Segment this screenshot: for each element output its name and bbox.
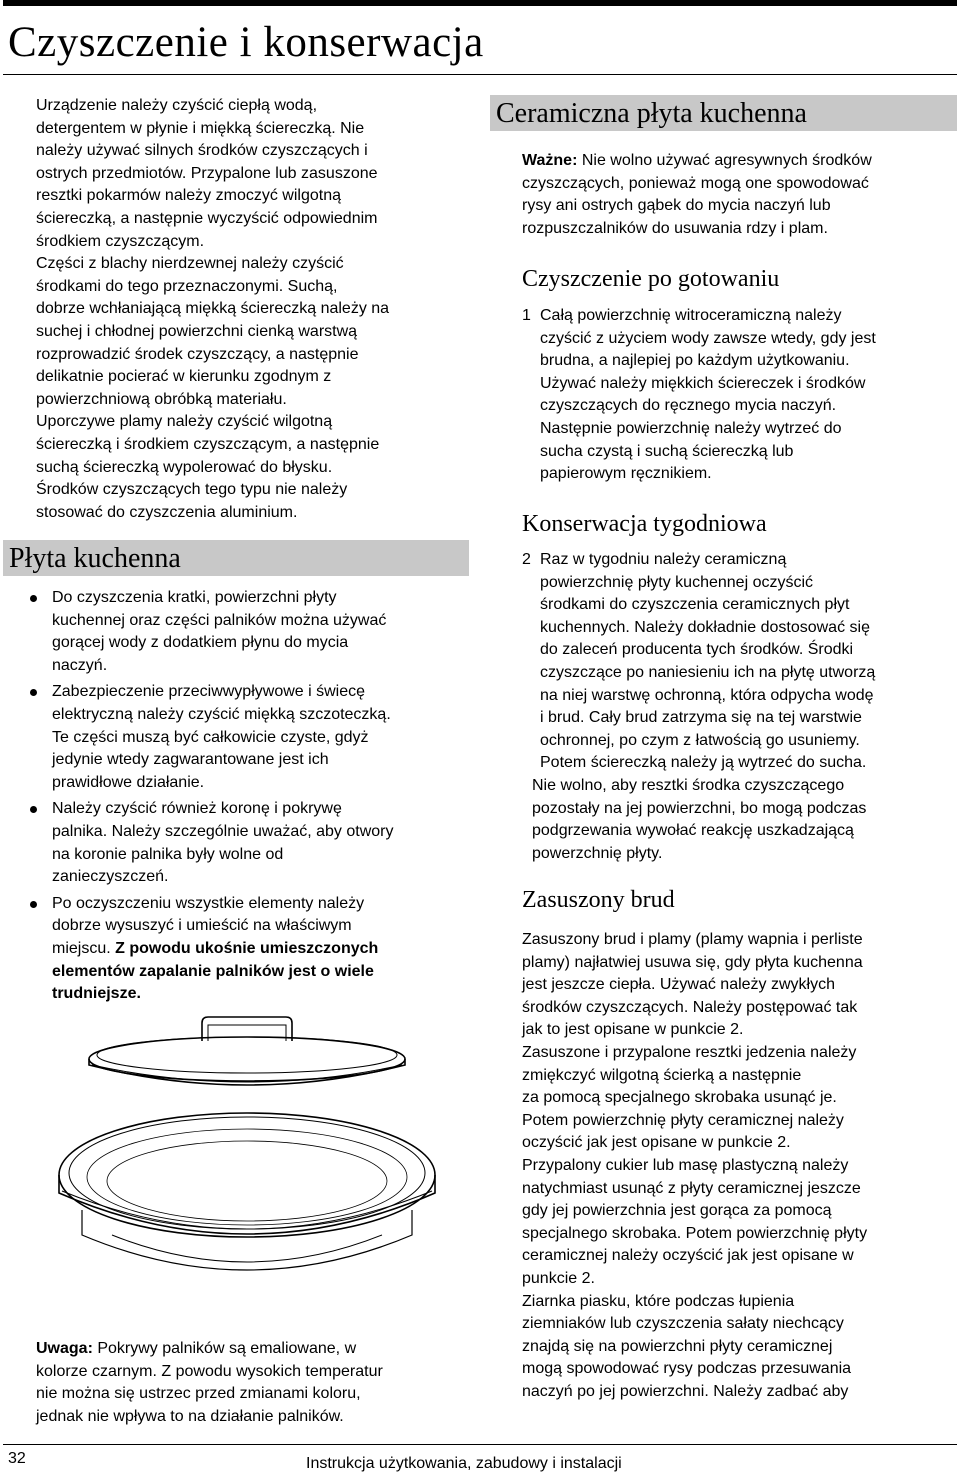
dried-dirt-section	[522, 929, 952, 1403]
dried-dirt-paragraph: Zasuszony brud i plamy (plamy wapnia i perliste plamy) najłatwiej usuwa się, gdy płyta kuchenna jest jeszcze ciepła. Używać należy zwykłych środków czyszczących. Należy postępować tak jak to jest opisane w punkcie 2. Zasuszone i przypalone resztki jedzenia należy zmiękczyć wilgotną ścierką a następnie za pomocą specjalnego skrobaka usunąć je. Potem powierzchnię płyty ceramicznej należy oczyścić jak jest opisane w punkcie 2. Przypalony cukier lub masę plastyczną należy natychmiast usunąć z płyty ceramicznej jeszcze gdy jej powierzchnia jest gorąca za pomocą specjalnego skrobaka. Potem powierzchnię płyty ceramicznej należy oczyścić jak jest opisane w punkcie 2. Ziarnka piasku, które podczas łupienia ziemniaków lub czyszczenia sałaty niechcący znajdą się na powierzchni płyty ceramicznej mogą spowodować rysy podczas przesuwania naczyń po jej powierzchni. Należy zadbać aby	[522, 931, 868, 1400]
important-notice	[522, 150, 952, 240]
footer-divider	[3, 1444, 957, 1445]
important-label: Ważne:	[522, 152, 578, 169]
important-text: Nie wolno używać agresywnych środków czyszczących, ponieważ mogą one spowodować rysy ani ostrych gąbek do mycia naczyń lub rozpuszczalników do usuwania rdzy i plam.	[522, 152, 872, 237]
heading-dried-dirt: Zasuszony brud	[522, 887, 675, 913]
step-number: 2	[522, 551, 531, 568]
bullet-text: Po oczyszczeniu wszystkie elementy należy dobrze wysuszyć i umieścić na właściwym miejscu.	[52, 894, 365, 957]
note-section	[36, 1338, 476, 1428]
weekly-warning: Nie wolno, aby resztki środka czyszczącego pozostały na jej powierzchni, bo mogą podczas podgrzewania wywołać reakcję uszkadzającą powerzchnię płyty.	[532, 776, 867, 862]
step-number: 1	[522, 307, 531, 324]
bullet-icon	[30, 901, 37, 908]
intro-paragraph: Urządzenie należy czyścić ciepłą wodą, detergentem w płynie i miękką ściereczką. Nie należy używać silnych środków czyszczących i ostrych przedmiotów. Przypalone lub zasuszone resztki pokarmów należy zmoczyć wilgotną ściereczką, a następnie wyczyścić odpowiednim środkiem czyszczącym. Części z blachy nierdzewnej należy czyścić środkami do tego przeznaczonymi. Suchą, dobrze wchłaniającą miękką ściereczką należy na suchej i chłodnej powierzchni cienką warstwą rozprowadzić środek czyszczący, a następnie delikatnie pocierać w kierunku zgodnym z powierzchniową obróbką materiału. Uporczywe plamy należy czyścić wilgotną ściereczką i środkiem czyszczącym, a następnie suchą ściereczką wypolerować do błysku. Środków czyszczących tego typu nie należy stosować do czyszczenia aluminium.	[36, 97, 390, 521]
cooktop-bullet-list	[22, 587, 472, 1010]
burner-cap-illustration	[52, 1005, 442, 1330]
burner-crown-icon	[59, 1113, 435, 1270]
note-label: Uwaga:	[36, 1340, 93, 1357]
burner-lid-icon	[89, 1017, 405, 1085]
step-text: Całą powierzchnię witroceramiczną należy czyścić z użyciem wody zawsze wtedy, gdy jest brudna, a najlepiej po każdym użytkowaniu. Używać należy miękkich ściereczek i środków czyszczących do ręcznego mycia naczyń. Następnie powierzchnię należy wytrzeć do sucha czystą i suchą ściereczką lub papierowym ręcznikiem.	[540, 307, 876, 483]
bullet-item	[22, 681, 472, 794]
note-text: Pokrywy palników są emaliowane, w kolorze czarnym. Z powodu wysokich temperatur nie można się ustrzec przed zmianami koloru, jednak nie wpływa to na działanie palników.	[36, 1340, 383, 1425]
numbered-step-1	[522, 305, 952, 486]
heading-weekly-maintenance: Konserwacja tygodniowa	[522, 511, 767, 537]
bullet-item	[22, 587, 472, 677]
page-number: 32	[8, 1450, 26, 1467]
bullet-item	[22, 798, 472, 888]
top-bar	[3, 0, 957, 6]
intro-section	[36, 95, 466, 524]
bullet-text: Zabezpieczenie przeciwwypływowe i świecę elektryczną należy czyścić miękką szczoteczką. Te części muszą być całkowicie czyste, gdyż jedynie wtedy zagwarantowane jest ich prawidłowe działanie.	[52, 683, 391, 791]
section-title-ceramic-cooktop: Ceramiczna płyta kuchenna	[490, 95, 957, 131]
numbered-step-2	[522, 549, 952, 775]
section-title-cooktop: Płyta kuchenna	[3, 540, 469, 576]
bullet-item	[22, 893, 472, 1006]
weekly-maintenance-section	[522, 549, 952, 865]
after-cooking-section	[522, 305, 952, 486]
bullet-bold-warning: Z powodu ukośnie umieszczonych elementów zapalanie palników jest o wiele trudniejsze.	[52, 939, 379, 1003]
page-title: Czyszczenie i konserwacja	[8, 19, 484, 66]
important-paragraph	[522, 150, 952, 240]
step-text: Raz w tygodniu należy ceramiczną powierzchnię płyty kuchennej oczyścić środkami do czyszczenia ceramicznych płyt kuchennych. Należy dokładnie dostosować się do zaleceń producenta tych środków. Środki czyszczące po naniesieniu ich na płytę utworzą na niej warstwę ochronną, która odpycha wodę i brud. Cały brud zatrzyma się na tej warstwie ochronnej, po czym z łatwością go usuniemy. Potem ściereczką należy ją wytrzeć do sucha.	[540, 551, 876, 772]
footer-text: Instrukcja użytkowania, zabudowy i instalacji	[306, 1455, 622, 1472]
bullet-icon	[30, 595, 37, 602]
bullet-icon	[30, 689, 37, 696]
bullet-text: Do czyszczenia kratki, powierzchni płyty kuchennej oraz części palników można używać gorącej wody z dodatkiem płynu do mycia naczyń.	[52, 589, 387, 674]
bullet-icon	[30, 806, 37, 813]
title-divider	[3, 74, 957, 75]
note-paragraph	[36, 1338, 476, 1428]
heading-after-cooking: Czyszczenie po gotowaniu	[522, 266, 780, 292]
bullet-text: Należy czyścić również koronę i pokrywę palnika. Należy szczególnie uważać, aby otwory na koronie palnika były wolne od zanieczyszczeń.	[52, 800, 394, 886]
